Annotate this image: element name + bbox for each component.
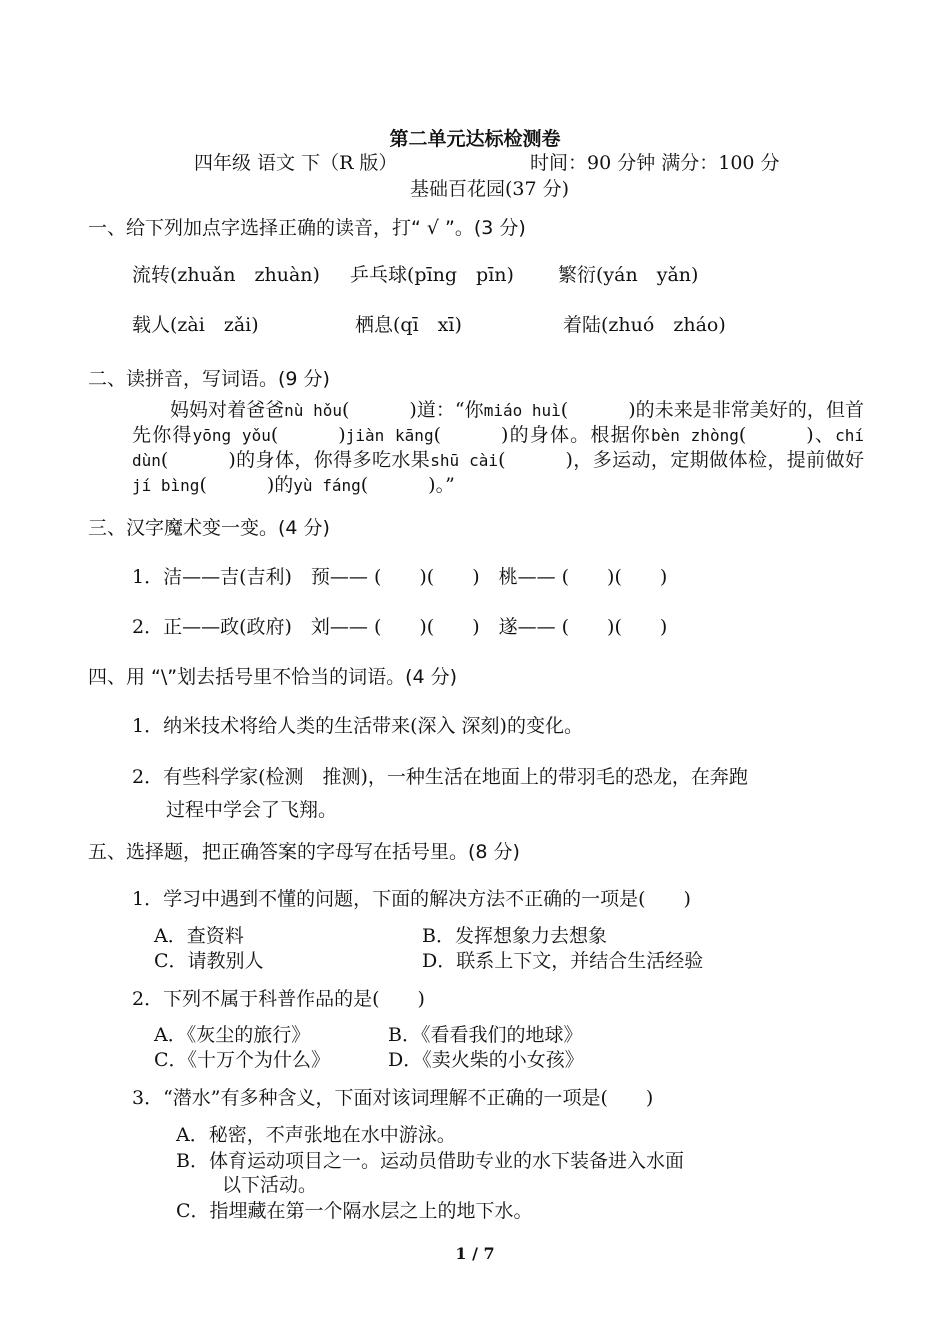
q4-heading: 四、用 “\”划去括号里不恰当的词语。(4 分) <box>88 666 458 688</box>
q3-line: 1．洁——吉(吉利) 预—— ( )( ) 桃—— ( )( ) <box>132 566 668 588</box>
q1-item: 乒乓球(pīng pīn) <box>350 264 514 286</box>
q5-option: C．请教别人 <box>154 950 264 972</box>
pinyin: jí bìng <box>132 476 200 495</box>
grade-info: 四年级 语文 下（R 版） <box>194 152 398 174</box>
q1-heading: 一、给下列加点字选择正确的读音，打“ √ ”。(3 分) <box>88 217 526 239</box>
q4-line: 过程中学会了飞翔。 <box>166 799 338 821</box>
q5-option: C．指埋藏在第一个隔水层之上的地下水。 <box>176 1200 533 1222</box>
pinyin: bèn zhòng <box>650 426 739 445</box>
q5-option: B．《看看我们的地球》 <box>388 1024 583 1046</box>
q5-option: 以下活动。 <box>222 1174 318 1196</box>
pinyin: yōng yǒu <box>192 426 271 445</box>
q1-item: 着陆(zhuó zháo) <box>563 314 726 336</box>
pinyin: shū cài <box>430 451 499 470</box>
q2-heading: 二、读拼音，写词语。(9 分) <box>88 368 330 390</box>
q2-text: 妈妈对着爸爸 <box>170 399 285 421</box>
q3-heading: 三、汉字魔术变一变。(4 分) <box>88 517 330 539</box>
q5-heading: 五、选择题，把正确答案的字母写在括号里。(8 分) <box>88 841 520 863</box>
q1-item: 繁衍(yán yǎn) <box>558 264 699 286</box>
q2-text: 的身体，你得多吃水果 <box>235 449 431 471</box>
q5-stem: 3．“潜水”有多种含义，下面对该词理解不正确的一项是( ) <box>132 1087 654 1109</box>
q5-option: D．《卖火柴的小女孩》 <box>388 1049 584 1071</box>
q5-stem: 1．学习中遇到不懂的问题，下面的解决方法不正确的一项是( ) <box>132 888 691 910</box>
q5-option: D．联系上下文，并结合生活经验 <box>422 950 704 972</box>
q2-paragraph: 妈妈对着爸爸nù hǒu( )道：“你miáo huì( )的未来是非常美好的，但首先你得yōng yǒu( )jiàn kāng( )的身体。根据你bèn zhòng( )、chí dùn( )的身体，你得多吃水果shū cài( )，多运动，定期做体检，提前做好jí bìng( )的yù fáng( )。” <box>132 399 864 496</box>
page-title: 第二单元达标检测卷 <box>389 128 561 150</box>
q2-text: 的未来是非常美好的，但首先你得 <box>132 399 864 446</box>
q2-text: 道：“你 <box>416 399 484 421</box>
q2-text: 的身体。根据你 <box>508 424 651 446</box>
q2-text: ，多运动，定期做体检，提前做好 <box>572 449 864 471</box>
q3-line: 2．正——政(政府) 刘—— ( )( ) 遂—— ( )( ) <box>132 616 668 638</box>
q1-item: 栖息(qī xī) <box>355 314 462 336</box>
q1-item: 流转(zhuǎn zhuàn) <box>132 264 320 286</box>
q2-text: 、 <box>813 424 836 446</box>
q5-option: A．秘密，不声张地在水中游泳。 <box>176 1124 456 1146</box>
time-score-info: 时间：90 分钟 满分：100 分 <box>530 152 780 174</box>
q4-line: 2．有些科学家(检测 推测)，一种生活在地面上的带羽毛的恐龙，在奔跑 <box>132 766 748 788</box>
q5-option: C．《十万个为什么》 <box>154 1049 331 1071</box>
pinyin: chí dùn <box>132 426 864 470</box>
q4-line: 1．纳米技术将给人类的生活带来(深入 深刻)的变化。 <box>132 715 583 737</box>
q2-text: 的 <box>274 474 294 496</box>
q5-option: A．查资料 <box>154 925 244 947</box>
q5-option: B．发挥想象力去想象 <box>422 925 607 947</box>
q1-item: 载人(zài zǎi) <box>132 314 259 336</box>
pinyin: nù hǒu <box>284 401 342 420</box>
q5-option: A．《灰尘的旅行》 <box>154 1024 311 1046</box>
page-number: 1 / 7 <box>455 1244 495 1263</box>
pinyin: yù fáng <box>293 476 361 495</box>
q5-option: B．体育运动项目之一。运动员借助专业的水下装备进入水面 <box>176 1150 684 1172</box>
section-title: 基础百花园(37 分) <box>410 178 570 200</box>
pinyin: jiàn kāng <box>345 426 434 445</box>
pinyin: miáo huì <box>483 401 561 420</box>
q5-stem: 2．下列不属于科普作品的是( ) <box>132 988 425 1010</box>
q2-text: 。” <box>435 474 455 496</box>
